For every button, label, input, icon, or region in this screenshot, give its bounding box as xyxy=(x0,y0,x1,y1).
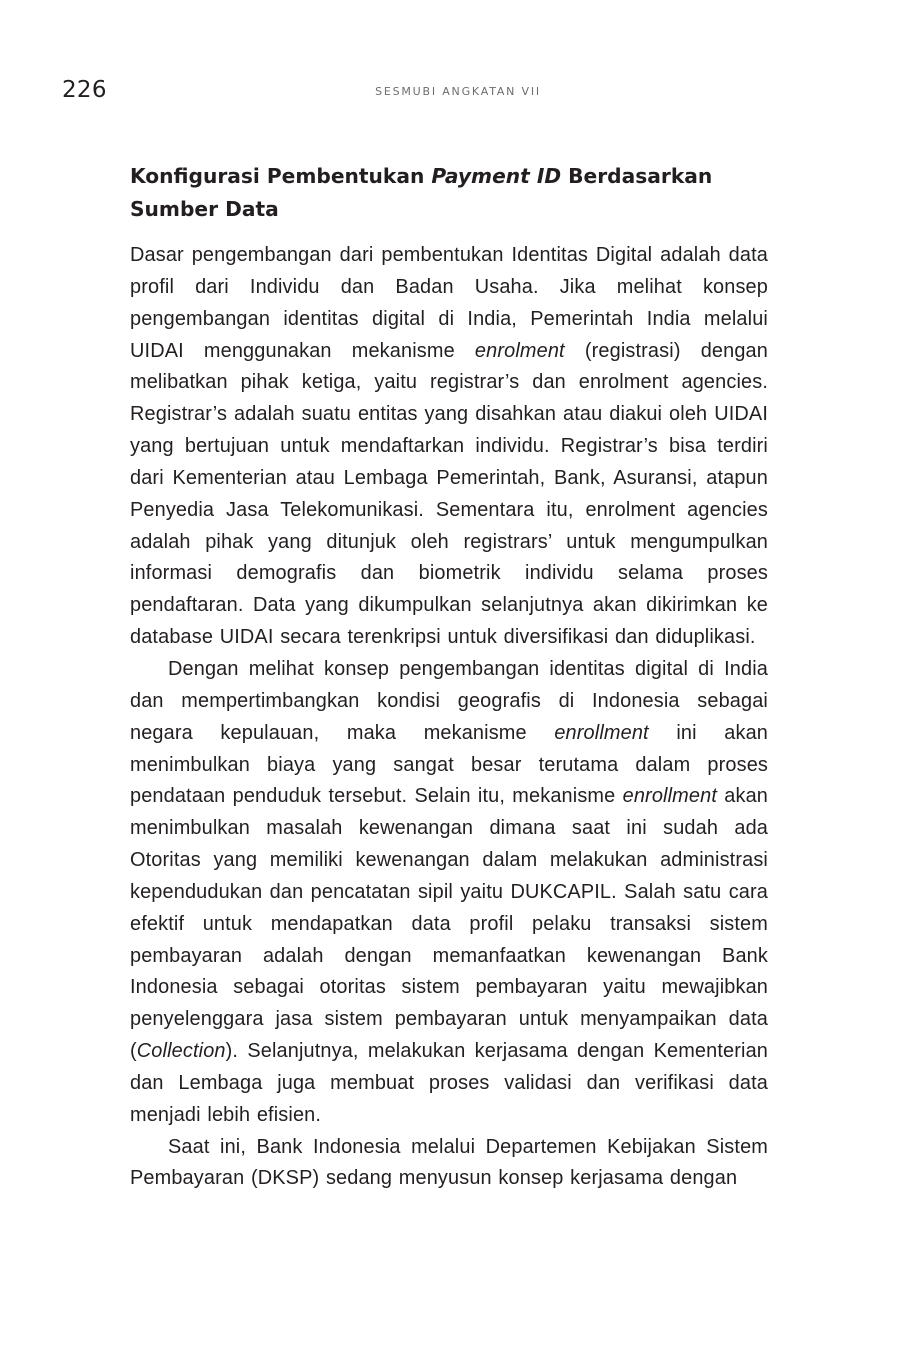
heading-text-start: Konfigurasi Pembentukan xyxy=(130,164,432,188)
paragraph-1-part-a: Dasar pengembangan dari pembentukan Identitas Digital adalah data profil dari Individu dan Badan Usaha. Jika melihat konsep pengembangan identitas digital di India, Pemerintah India melalui UIDAI menggunakan mekanisme xyxy=(130,244,768,362)
heading-text-end: Berdasarkan Sumber Data xyxy=(130,164,713,221)
section-heading xyxy=(130,160,768,226)
paragraph-1 xyxy=(130,240,768,654)
paragraph-2-part-b: ini akan menimbulkan biaya yang sangat besar terutama dalam proses pendataan penduduk tersebut. Selain itu, mekanisme xyxy=(130,721,768,808)
running-header: SESMUBI ANGKATAN VII xyxy=(375,85,541,98)
paragraph-2 xyxy=(130,654,768,1132)
paragraph-2-part-d: ). Selanjutnya, melakukan kerjasama dengan Kementerian dan Lembaga juga membuat proses validasi dan verifikasi data menjadi lebih efisien. xyxy=(130,1040,768,1126)
paragraph-1-part-b: (registrasi) dengan melibatkan pihak ketiga, yaitu registrar’s dan enrolment agencies. Registrar’s adalah suatu entitas yang disahkan atau diakui oleh UIDAI yang bertujuan untuk mendaftarkan individu. Registrar’s bisa terdiri dari Kementerian atau Lembaga Pemerintah, Bank, Asuransi, atapun Penyedia Jasa Telekomunikasi. Sementara itu, enrolment agencies adalah pihak yang ditunjuk oleh registrars’ untuk mengumpulkan informasi demografis dan biometrik individu selama proses pendaftaran. Data yang dikumpulkan selanjutnya akan dikirimkan ke database UIDAI secara terenkripsi untuk diversifikasi dan diduplikasi. xyxy=(130,339,768,649)
page-body xyxy=(130,160,768,1195)
paragraph-3 xyxy=(130,1132,768,1196)
page-number: 226 xyxy=(62,77,107,103)
paragraph-3-text: Saat ini, Bank Indonesia melalui Departemen Kebijakan Sistem Pembayaran (DKSP) sedang menyusun konsep kerjasama dengan xyxy=(130,1135,768,1190)
paragraph-2-italic-term-1: enrollment xyxy=(554,721,649,744)
paragraph-2-italic-term-2: enrollment xyxy=(622,785,717,808)
paragraph-2-italic-term-3: Collection xyxy=(136,1040,226,1063)
paragraph-2-part-c: akan menimbulkan masalah kewenangan dimana saat ini sudah ada Otoritas yang memiliki kewenangan dalam melakukan administrasi kependudukan dan pencatatan sipil yaitu DUKCAPIL. Salah satu cara efektif untuk mendapatkan data profil pelaku transaksi sistem pembayaran adalah dengan memanfaatkan kewenangan Bank Indonesia sebagai otoritas sistem pembayaran yaitu mewajibkan penyelenggara jasa sistem pembayaran untuk menyampaikan data ( xyxy=(130,785,768,1063)
paragraph-1-italic-term: enrolment xyxy=(474,339,565,362)
paragraph-2-part-a: Dengan melihat konsep pengembangan identitas digital di India dan mempertimbangkan kondisi geografis di Indonesia sebagai negara kepulauan, maka mekanisme xyxy=(130,657,768,744)
heading-italic-term: Payment ID xyxy=(431,164,562,188)
